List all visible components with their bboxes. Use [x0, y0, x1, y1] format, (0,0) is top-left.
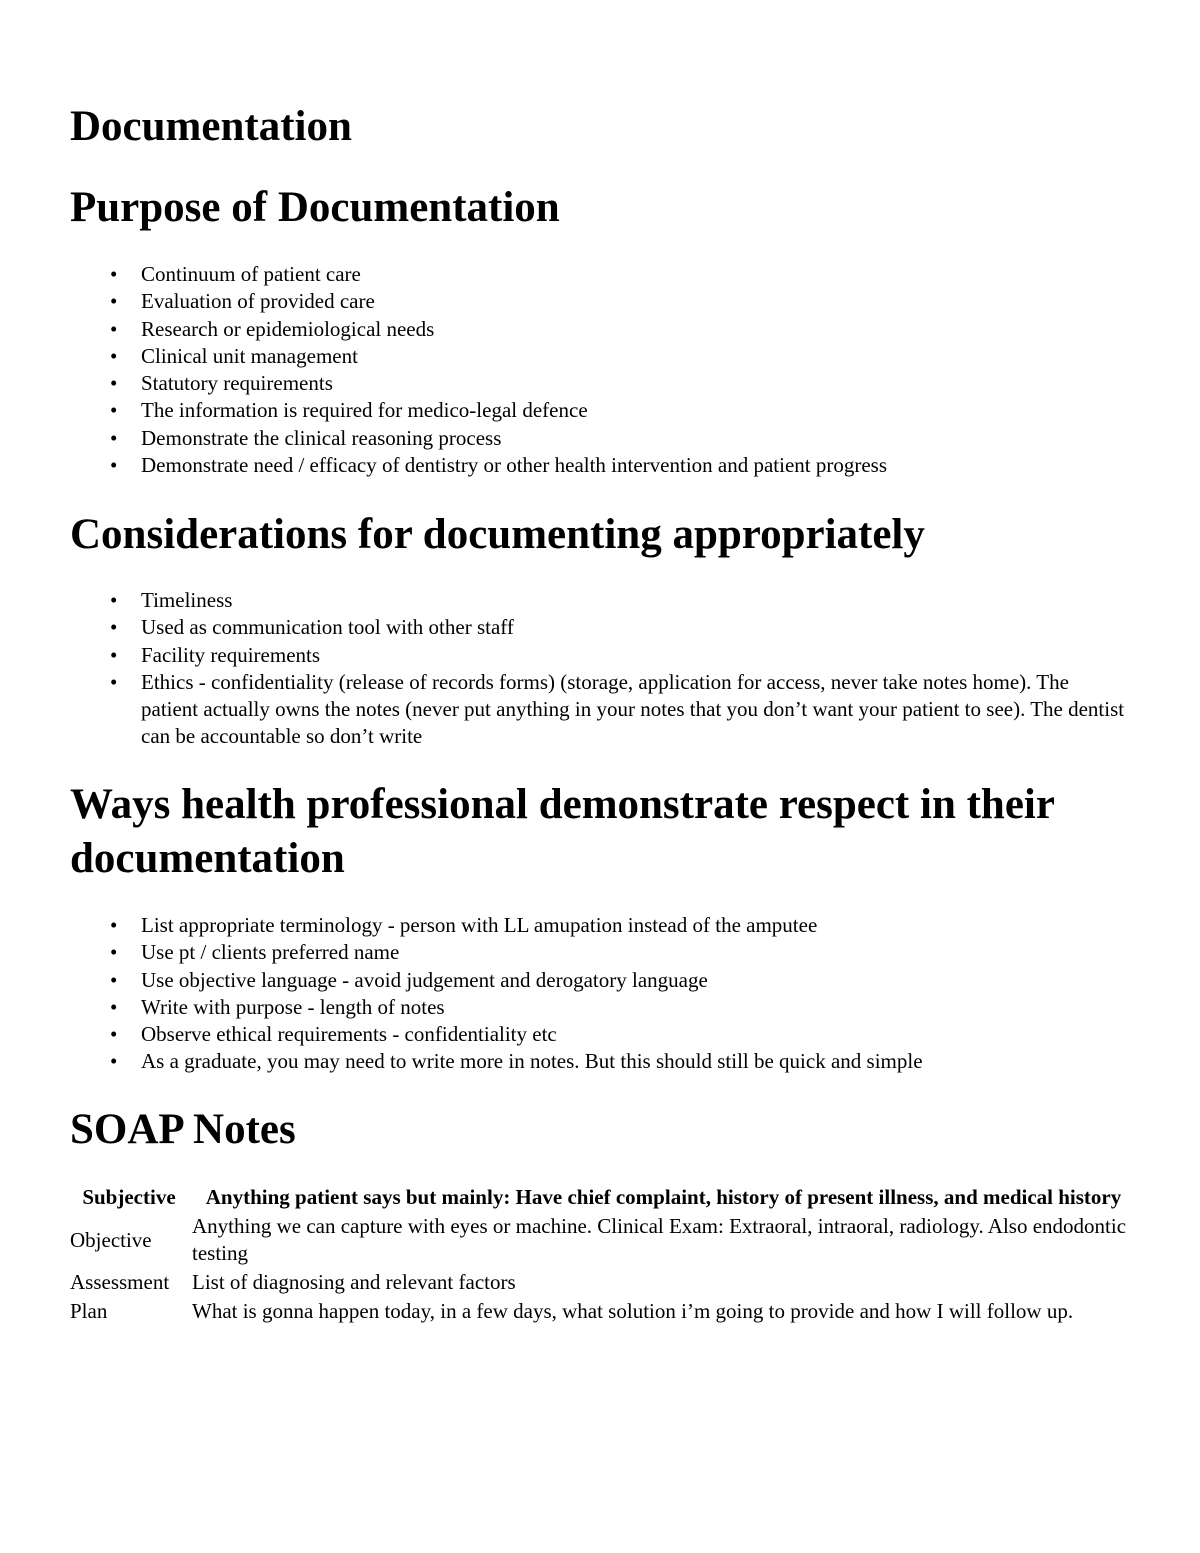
list-item: • Use pt / clients preferred name: [70, 939, 1130, 966]
list-item: • Use objective language - avoid judgement and derogatory language: [70, 967, 1130, 994]
table-cell-label: Plan: [70, 1299, 108, 1323]
section-heading-soap: SOAP Notes: [70, 1106, 296, 1153]
list-item: • Demonstrate need / efficacy of dentistry or other health intervention and patient progress: [70, 452, 1130, 479]
list-item: • Evaluation of provided care: [70, 288, 1130, 315]
table-row: [70, 1297, 1135, 1326]
section-heading-ways: Ways health professional demonstrate respect in their documentation: [70, 781, 1055, 882]
section-heading-purpose: Purpose of Documentation: [70, 184, 560, 231]
list-item: • Observe ethical requirements - confidentiality etc: [70, 1021, 1130, 1048]
table-cell-desc: Anything we can capture with eyes or machine. Clinical Exam: Extraoral, intraoral, radiology. Also endodontic testing: [192, 1214, 1127, 1265]
table-header-row: [70, 1183, 1135, 1212]
section-heading-considerations: Considerations for documenting appropriately: [70, 511, 925, 558]
list-item: • Clinical unit management: [70, 343, 1130, 370]
list-item: • Continuum of patient care: [70, 261, 1130, 288]
table-cell-desc: List of diagnosing and relevant factors: [192, 1270, 516, 1294]
table-row: [70, 1212, 1135, 1268]
list-item: • Write with purpose - length of notes: [70, 994, 1130, 1021]
list-item: • As a graduate, you may need to write more in notes. But this should still be quick and simple: [70, 1048, 1130, 1075]
list-item: • Facility requirements: [70, 642, 1130, 669]
ways-list: [70, 912, 1130, 1076]
considerations-list: [70, 587, 1130, 751]
list-item: • Ethics - confidentiality (release of records forms) (storage, application for access, never take notes home). The patient actually owns the notes (never put anything in your notes that you don’t want your patient to see). The dentist can be accountable so don’t write: [70, 669, 1130, 751]
list-item: • List appropriate terminology - person with LL amupation instead of the amputee: [70, 912, 1130, 939]
list-item: • Statutory requirements: [70, 370, 1130, 397]
table-cell-label: Objective: [70, 1227, 152, 1252]
table-cell-label: Assessment: [70, 1270, 170, 1294]
soap-table: [70, 1183, 1135, 1326]
table-header-desc: Anything patient says but mainly: Have chief complaint, history of present illness, and medical history: [205, 1185, 1122, 1209]
page-title: Documentation: [70, 103, 352, 150]
table-row: [70, 1268, 1135, 1297]
list-item: • Timeliness: [70, 587, 1130, 614]
list-item: • Research or epidemiological needs: [70, 316, 1130, 343]
table-cell-desc: What is gonna happen today, in a few days, what solution i’m going to provide and how I will follow up.: [192, 1299, 1074, 1323]
table-header-label: Subjective: [82, 1185, 176, 1209]
list-item: • Demonstrate the clinical reasoning process: [70, 425, 1130, 452]
purpose-list: [70, 261, 1130, 479]
list-item: • Used as communication tool with other staff: [70, 614, 1130, 641]
list-item: • The information is required for medico-legal defence: [70, 397, 1130, 424]
